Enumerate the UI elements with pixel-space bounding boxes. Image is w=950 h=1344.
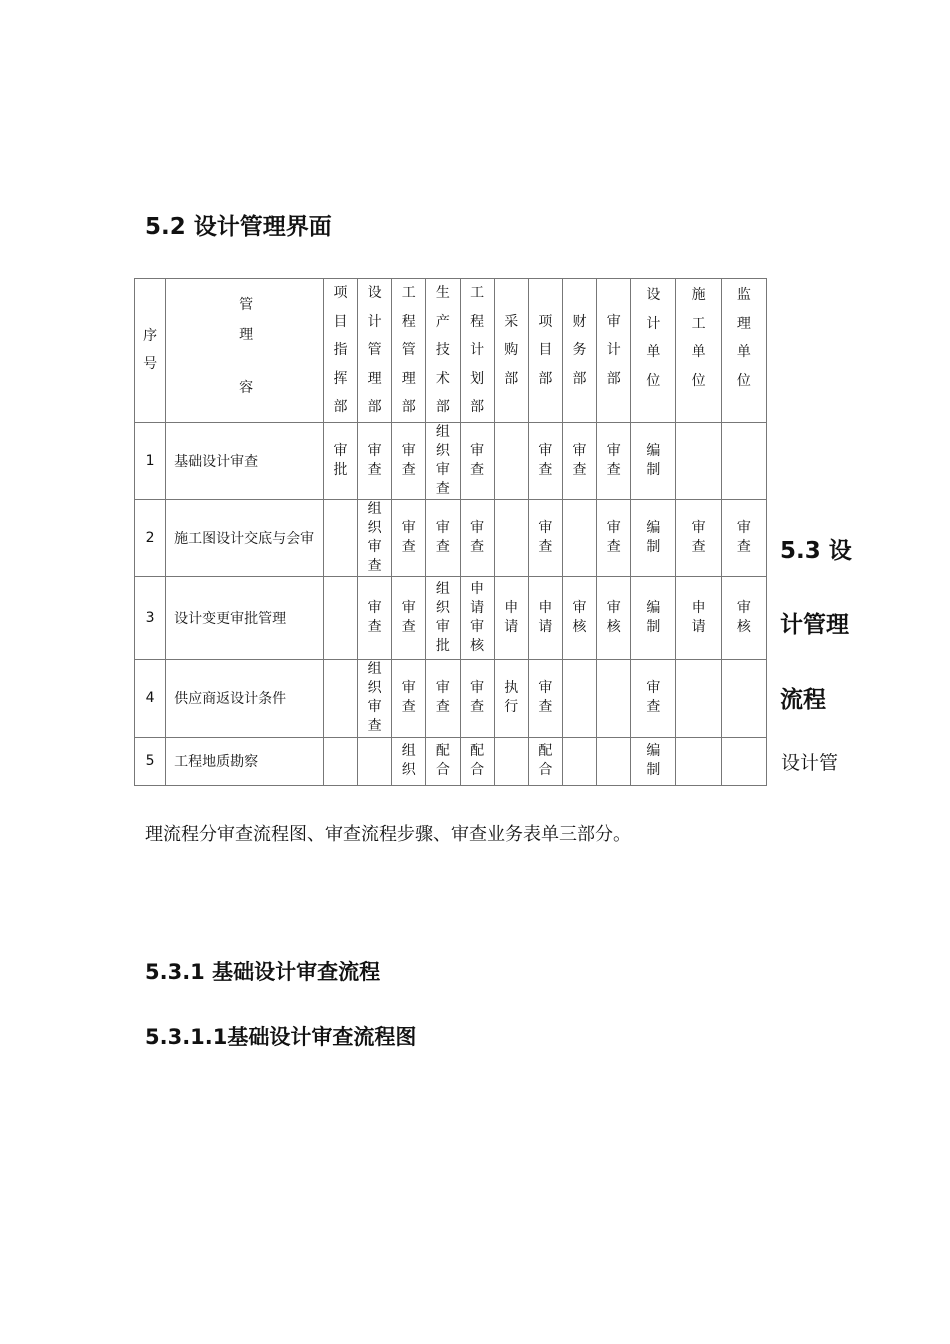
body-paragraph: 理流程分审查流程图、审查流程步骤、审查业务表单三部分。 bbox=[145, 824, 631, 845]
cell-text: 审查 bbox=[367, 442, 382, 478]
row-item-name: 工程地质勘察 bbox=[166, 737, 324, 785]
table-cell bbox=[460, 659, 494, 737]
header-mgmt-char: 理 bbox=[239, 327, 254, 343]
table-cell bbox=[426, 576, 460, 659]
table-cell bbox=[494, 659, 528, 737]
header-col bbox=[494, 279, 528, 423]
table-cell bbox=[323, 422, 357, 499]
section-heading-5-2: 5.2 设计管理界面 bbox=[145, 214, 332, 240]
table-cell bbox=[721, 659, 766, 737]
cell-text: 审查 bbox=[736, 519, 751, 555]
cell-text: 组织审批 bbox=[435, 580, 450, 654]
cell-text: 审查 bbox=[435, 680, 450, 715]
header-col bbox=[460, 279, 494, 423]
side-heading-line: 5.3 设 bbox=[780, 538, 852, 564]
header-col-label: 采购部 bbox=[504, 313, 519, 387]
table-cell bbox=[426, 737, 460, 785]
cell-text: 编制 bbox=[646, 442, 661, 478]
cell-text: 审查 bbox=[435, 519, 450, 555]
cell-text: 审查 bbox=[538, 442, 553, 478]
table-cell bbox=[721, 576, 766, 659]
cell-text: 审查 bbox=[401, 442, 416, 478]
cell-text: 配合 bbox=[470, 743, 485, 778]
header-col-label: 设计管理部 bbox=[367, 285, 382, 415]
cell-text: 审查 bbox=[401, 680, 416, 715]
cell-text: 审查 bbox=[691, 519, 706, 555]
header-col bbox=[597, 279, 631, 423]
cell-text: 审查 bbox=[470, 680, 485, 715]
table-row bbox=[135, 659, 767, 737]
table-cell bbox=[676, 499, 721, 576]
row-item-name: 基础设计审查 bbox=[166, 422, 324, 499]
table-cell bbox=[597, 737, 631, 785]
row-item-name: 供应商返设计条件 bbox=[166, 659, 324, 737]
table-cell bbox=[426, 659, 460, 737]
cell-text: 审查 bbox=[401, 519, 416, 555]
table-cell bbox=[562, 659, 596, 737]
table-cell bbox=[392, 659, 426, 737]
header-col-label: 项目部 bbox=[538, 313, 553, 387]
table-cell bbox=[494, 576, 528, 659]
header-mgmt-char: 管 bbox=[239, 297, 254, 313]
table-cell bbox=[721, 422, 766, 499]
row-item-name: 设计变更审批管理 bbox=[166, 576, 324, 659]
table-cell bbox=[562, 499, 596, 576]
header-col-label: 工程计划部 bbox=[470, 285, 485, 415]
cell-text: 审查 bbox=[572, 442, 587, 478]
header-col-label: 设计单位 bbox=[646, 287, 661, 389]
cell-text: 配合 bbox=[435, 743, 450, 778]
table-cell bbox=[358, 422, 392, 499]
header-col bbox=[528, 279, 562, 423]
table-cell bbox=[676, 576, 721, 659]
cell-text: 审查 bbox=[606, 519, 621, 555]
table-cell bbox=[597, 422, 631, 499]
cell-text: 申请 bbox=[538, 599, 553, 635]
header-col-label: 财务部 bbox=[572, 313, 587, 387]
table-cell bbox=[323, 576, 357, 659]
table-cell bbox=[631, 737, 676, 785]
table-cell bbox=[323, 737, 357, 785]
table-cell bbox=[358, 737, 392, 785]
table-cell bbox=[721, 737, 766, 785]
table-cell bbox=[631, 659, 676, 737]
table-row bbox=[135, 422, 767, 499]
table-cell bbox=[528, 576, 562, 659]
header-col-label: 监理单位 bbox=[736, 287, 751, 389]
design-management-table bbox=[134, 278, 767, 786]
table-cell bbox=[676, 737, 721, 785]
cell-text: 审查 bbox=[538, 680, 553, 715]
header-col bbox=[358, 279, 392, 423]
cell-text: 组织审查 bbox=[367, 661, 382, 734]
table-cell bbox=[460, 737, 494, 785]
row-seq: 4 bbox=[135, 659, 166, 737]
table-cell bbox=[562, 422, 596, 499]
table-cell bbox=[631, 576, 676, 659]
cell-text: 申请 bbox=[504, 599, 519, 635]
header-col bbox=[631, 279, 676, 423]
header-col bbox=[392, 279, 426, 423]
table-cell bbox=[494, 737, 528, 785]
cell-text: 组织审查 bbox=[435, 423, 450, 497]
table-row bbox=[135, 499, 767, 576]
header-col bbox=[426, 279, 460, 423]
side-body-text: 设计管 bbox=[781, 752, 839, 774]
table-cell bbox=[631, 422, 676, 499]
cell-text: 审核 bbox=[606, 599, 621, 635]
header-col bbox=[721, 279, 766, 423]
header-col-label: 审计部 bbox=[606, 313, 621, 387]
header-col bbox=[323, 279, 357, 423]
cell-text: 申请 bbox=[691, 599, 706, 635]
header-mgmt-char: 容 bbox=[239, 380, 254, 396]
row-seq: 2 bbox=[135, 499, 166, 576]
table-cell bbox=[323, 659, 357, 737]
table-cell bbox=[392, 499, 426, 576]
table-cell bbox=[494, 422, 528, 499]
table-cell bbox=[631, 499, 676, 576]
cell-text: 编制 bbox=[646, 599, 661, 635]
cell-text: 审查 bbox=[401, 599, 416, 635]
table-cell bbox=[426, 499, 460, 576]
table-row bbox=[135, 576, 767, 659]
table-cell bbox=[358, 659, 392, 737]
cell-text: 编制 bbox=[646, 743, 661, 778]
header-col bbox=[562, 279, 596, 423]
table-row bbox=[135, 737, 767, 785]
table-cell bbox=[528, 499, 562, 576]
side-heading-line: 流程 bbox=[780, 687, 826, 713]
table-cell bbox=[460, 576, 494, 659]
cell-text: 组织审查 bbox=[367, 500, 382, 574]
table-cell bbox=[358, 499, 392, 576]
header-col bbox=[676, 279, 721, 423]
cell-text: 配合 bbox=[538, 743, 553, 778]
table-cell bbox=[597, 499, 631, 576]
header-col-label: 工程管理部 bbox=[401, 285, 416, 415]
table-cell bbox=[392, 422, 426, 499]
row-seq: 5 bbox=[135, 737, 166, 785]
cell-text: 审核 bbox=[572, 599, 587, 635]
table-cell bbox=[392, 576, 426, 659]
table-cell bbox=[460, 422, 494, 499]
table-cell bbox=[528, 422, 562, 499]
section-heading-5-3-1: 5.3.1 基础设计审查流程 bbox=[145, 960, 381, 984]
cell-text: 审查 bbox=[367, 599, 382, 635]
table-cell bbox=[597, 576, 631, 659]
header-col-label: 生产技术部 bbox=[435, 285, 450, 415]
cell-text: 编制 bbox=[646, 519, 661, 555]
cell-text: 审查 bbox=[470, 442, 485, 478]
cell-text: 审批 bbox=[333, 442, 348, 478]
cell-text: 组织 bbox=[401, 743, 416, 778]
cell-text: 执行 bbox=[504, 680, 519, 715]
table-cell bbox=[323, 499, 357, 576]
table-header-row bbox=[135, 279, 767, 423]
table-cell bbox=[358, 576, 392, 659]
header-col-label: 施工单位 bbox=[691, 287, 706, 389]
table-cell bbox=[562, 737, 596, 785]
side-heading-line: 计管理 bbox=[780, 612, 849, 638]
header-col-label: 项目指挥部 bbox=[333, 285, 348, 415]
row-item-name: 施工图设计交底与会审 bbox=[166, 499, 324, 576]
table-cell bbox=[528, 737, 562, 785]
table-cell bbox=[721, 499, 766, 576]
header-seq-cell bbox=[135, 279, 166, 423]
row-seq: 3 bbox=[135, 576, 166, 659]
cell-text: 审查 bbox=[470, 519, 485, 555]
table-cell bbox=[392, 737, 426, 785]
table-cell bbox=[562, 576, 596, 659]
cell-text: 审查 bbox=[646, 680, 661, 715]
table-cell bbox=[528, 659, 562, 737]
section-heading-5-3-1-1: 5.3.1.1基础设计审查流程图 bbox=[145, 1025, 417, 1049]
header-mgmt-cell bbox=[166, 279, 324, 423]
cell-text: 申请审核 bbox=[470, 580, 485, 654]
table-cell bbox=[597, 659, 631, 737]
cell-text: 审核 bbox=[736, 599, 751, 635]
table-cell bbox=[460, 499, 494, 576]
table-cell bbox=[676, 422, 721, 499]
header-seq: 序号 bbox=[143, 327, 158, 373]
table-cell bbox=[426, 422, 460, 499]
row-seq: 1 bbox=[135, 422, 166, 499]
cell-text: 审查 bbox=[538, 519, 553, 555]
table-cell bbox=[494, 499, 528, 576]
table-cell bbox=[676, 659, 721, 737]
cell-text: 审查 bbox=[606, 442, 621, 478]
